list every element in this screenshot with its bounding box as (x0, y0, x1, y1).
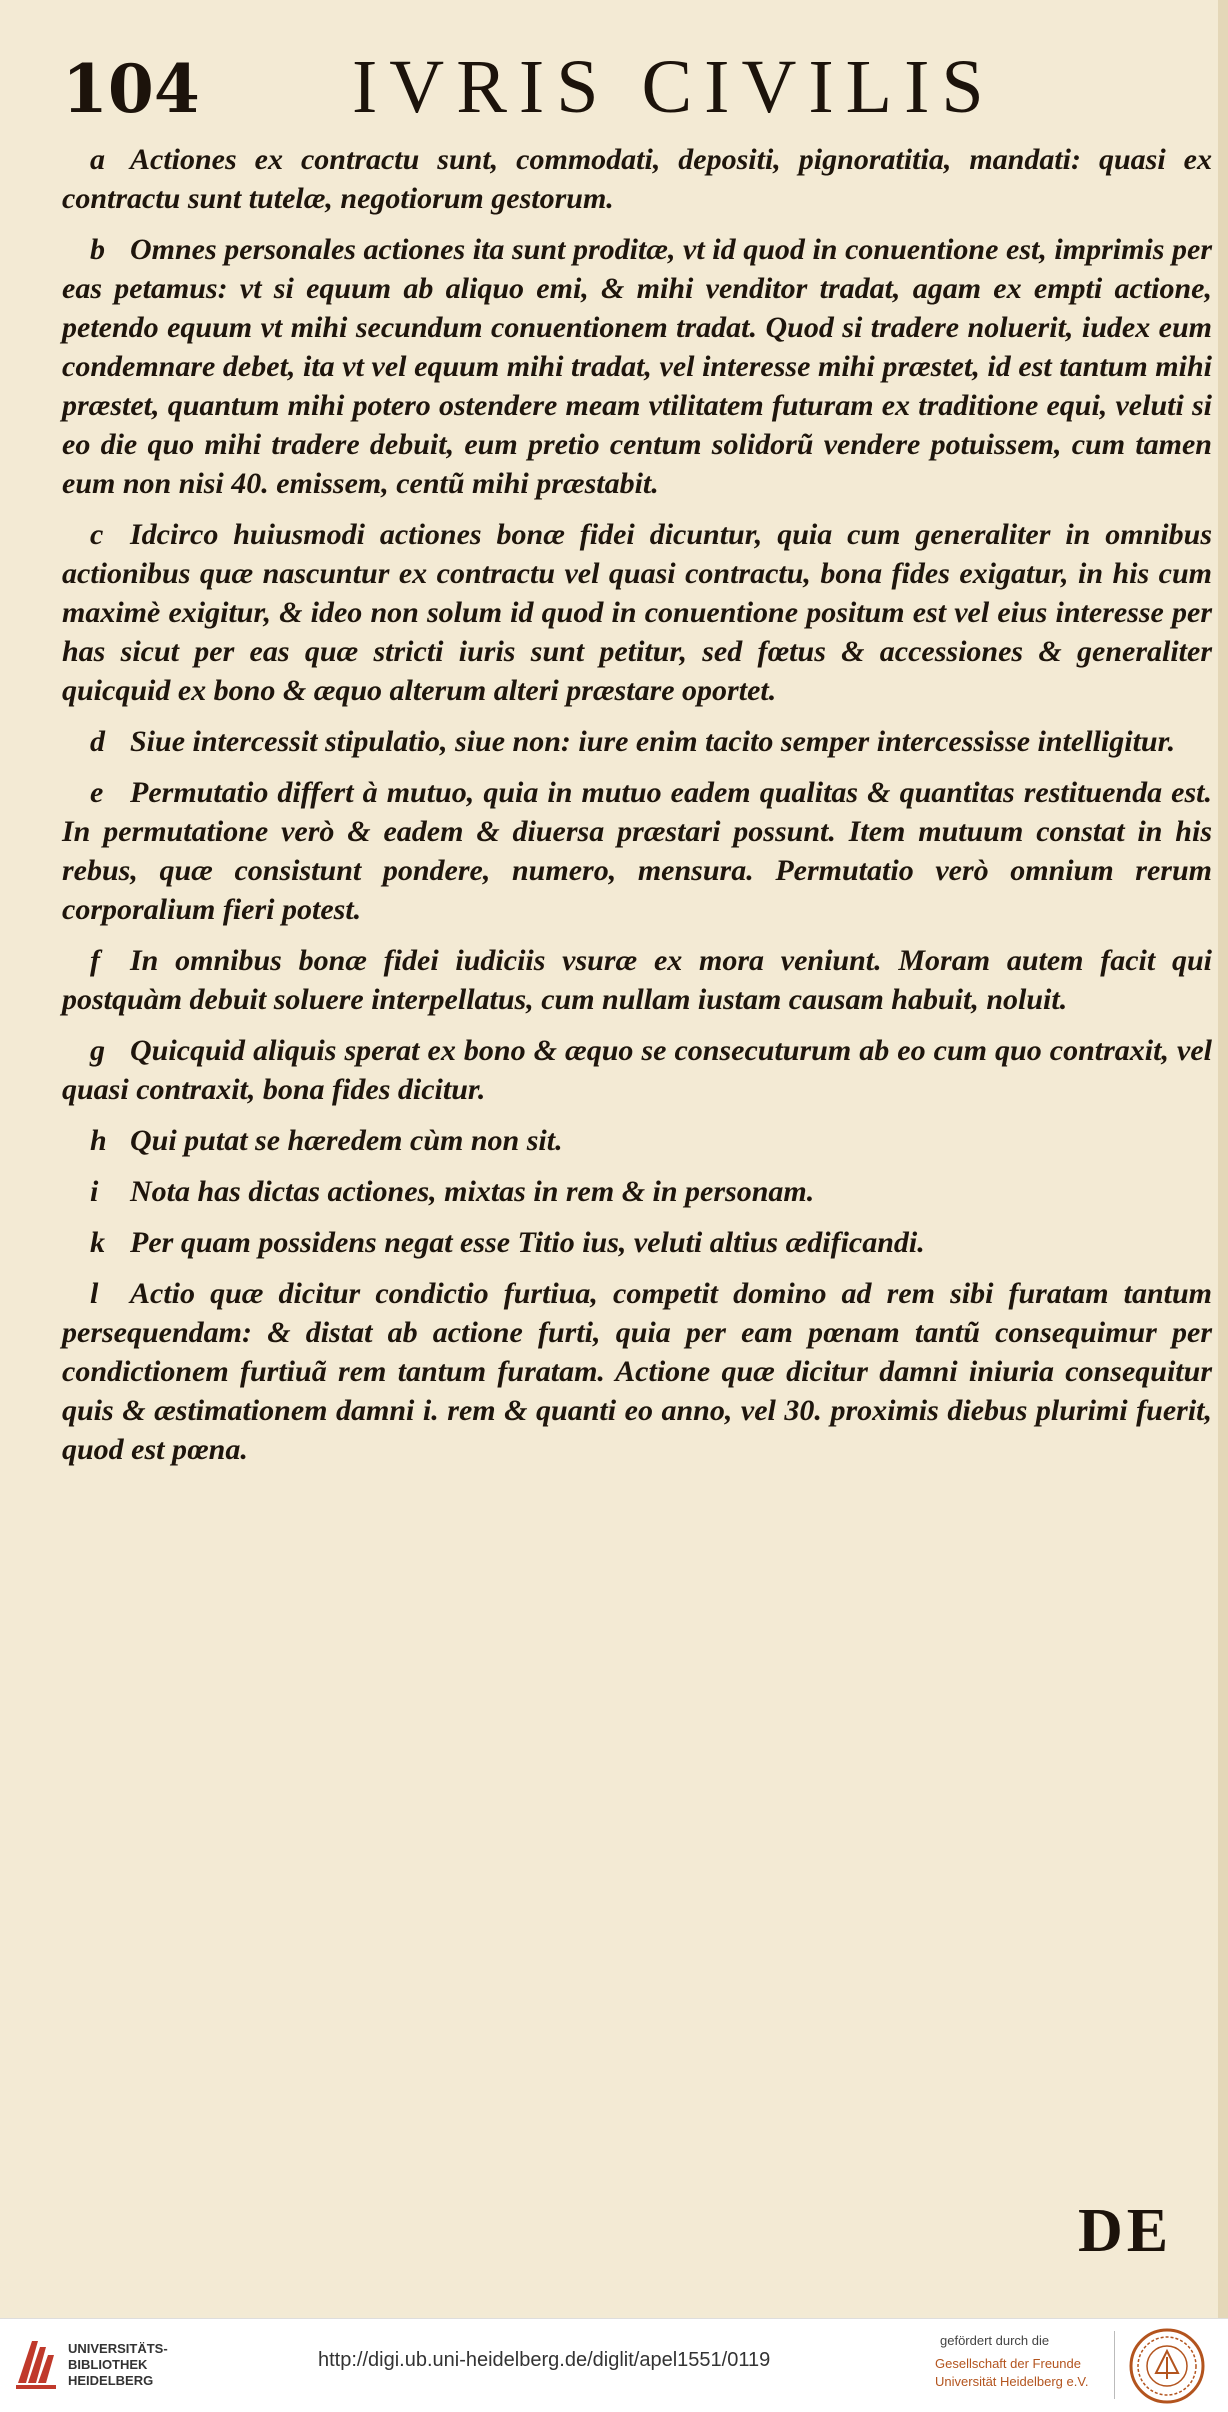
page-edge (1218, 0, 1228, 2318)
university-library-logo-icon[interactable] (14, 2333, 60, 2397)
note-text: Nota has dictas actiones, mixtas in rem & in personam. (130, 1175, 815, 1208)
note-letter: l (90, 1277, 99, 1310)
note-letter: g (90, 1034, 105, 1067)
note-text: Actio quæ dicitur condictio furtiua, competit domino ad rem sibi furatam tantum persequendam: & distat ab actione furti, quia per eam pœnam tantũ consequimur per condictionem furtiuã rem tantum furatam. Actione quæ dicitur damni iniuria consequitur quis & æstimationem damni i. rem & quanti eo anno, vel 30. proximis diebus plurimi fuerit, quod est pœna. (62, 1277, 1212, 1466)
source-url-link[interactable]: http://digi.ub.uni-heidelberg.de/diglit/apel1551/0119 (318, 2349, 771, 2371)
society-name[interactable]: Universität Heidelberg e.V. (935, 2374, 1089, 2389)
note-text: Idcirco huiusmodi actiones bonæ fidei dicuntur, quia cum generaliter in omnibus actionibus quæ nascuntur ex contractu vel quasi contractu, bona fides exigatur, in his cum maximè exigitur, & ideo non solum id quod in conuentione positum est vel eius interesse per has sicut per eas quæ stricti iuris sunt petitur, sed fœtus & accessiones & generaliter quicquid ex bono & æquo alterum alteri præstare oportet. (62, 518, 1212, 707)
note-text: Qui putat se hæredem cùm non sit. (130, 1124, 563, 1157)
note-text: In omnibus bonæ fidei iudiciis vsuræ ex mora veniunt. Moram autem facit qui postquàm debuit soluere interpellatus, cum nullam iustam causam habuit, noluit. (62, 944, 1212, 1016)
running-title: IVRIS CIVILIS (352, 45, 996, 129)
note-a (62, 140, 1212, 218)
note-e (62, 773, 1212, 929)
note-letter: b (90, 233, 105, 266)
note-text: Quicquid aliquis sperat ex bono & æquo se consecuturum ab eo cum quo contraxit, vel quasi contraxit, bona fides dicitur. (62, 1034, 1212, 1106)
note-letter: f (90, 944, 100, 977)
note-d (62, 722, 1212, 761)
note-l (62, 1274, 1212, 1469)
note-f (62, 941, 1212, 1019)
note-b (62, 230, 1212, 503)
society-name[interactable]: Gesellschaft der Freunde (935, 2356, 1081, 2371)
page-header (62, 40, 1202, 132)
note-letter: a (90, 143, 105, 176)
library-name-line: HEIDELBERG (68, 2373, 154, 2388)
note-g (62, 1031, 1212, 1109)
note-text: Per quam possidens negat esse Titio ius, veluti altius ædificandi. (130, 1226, 925, 1259)
funding-notice (935, 2333, 1115, 2390)
note-letter: c (90, 518, 104, 551)
page-number: 104 (62, 50, 200, 128)
note-letter: h (90, 1124, 107, 1157)
footer-divider (1114, 2331, 1115, 2399)
university-seal-icon[interactable] (1128, 2327, 1206, 2409)
note-letter: i (90, 1175, 99, 1208)
note-letter: k (90, 1226, 105, 1259)
note-text: Siue intercessit stipulatio, siue non: iure enim tacito semper intercessisse intelligitur. (130, 725, 1176, 758)
note-text: Omnes personales actiones ita sunt proditæ, vt id quod in conuentione est, imprimis per eas petamus: vt si equum ab aliquo emi, & mihi venditor tradat, agam ex empti actione, petendo equum vt mihi secundum conuentionem tradat. Quod si tradere noluerit, iudex eum condemnare debet, ita vt vel equum mihi tradat, vel interesse mihi præstet, id est tantum mihi præstet, quantum mihi potero ostendere meam vtilitatem futuram ex traditione equi, veluti si eo die quo mihi tradere debuit, eum pretio centum solidorũ vendere potuissem, cum tamen eum non nisi 40. emissem, centũ mihi præstabit. (62, 233, 1212, 500)
note-text: Permutatio differt à mutuo, quia in mutuo eadem qualitas & quantitas restituenda est. In permutatione verò & eadem & diuersa præstari possunt. Item mutuum constat in his rebus, quæ consistunt pondere, numero, mensura. Permutatio verò omnium rerum corporalium fieri potest. (62, 776, 1212, 926)
viewer-footer (0, 2318, 1228, 2412)
library-name-line: BIBLIOTHEK (68, 2357, 148, 2372)
library-name (68, 2341, 168, 2389)
funding-label: gefördert durch die (940, 2333, 1050, 2348)
note-i (62, 1172, 1212, 1211)
annotation-notes (62, 140, 1212, 1481)
note-h (62, 1121, 1212, 1160)
catchword: DE (1078, 2197, 1173, 2265)
library-name-line: UNIVERSITÄTS- (68, 2341, 168, 2356)
note-letter: d (90, 725, 105, 758)
note-k (62, 1223, 1212, 1262)
note-letter: e (90, 776, 104, 809)
note-c (62, 515, 1212, 710)
note-text: Actiones ex contractu sunt, commodati, depositi, pignoratitia, mandati: quasi ex contractu sunt tutelæ, negotiorum gestorum. (62, 143, 1212, 215)
